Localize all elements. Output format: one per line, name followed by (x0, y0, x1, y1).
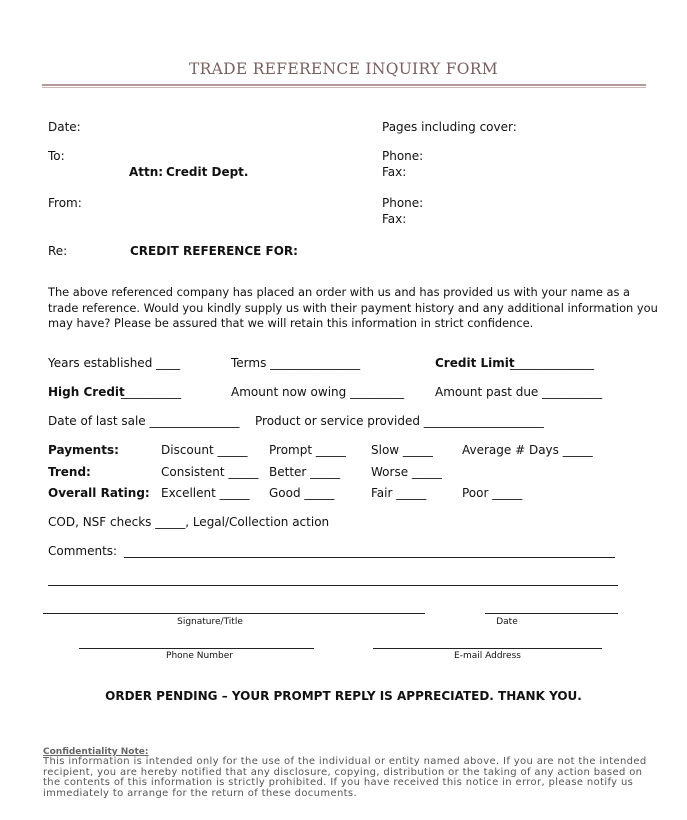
poor-field[interactable]: Poor _____ (462, 486, 523, 500)
comments-label: Comments: (48, 544, 118, 558)
to-phone-label: Phone: (382, 149, 424, 163)
confidentiality-body: This information is intended only for the use of the individual or entity named above. If you are not the intended recipient, you are hereby notified that any disclosure, copying, distribution or the taking of any action based on the contents of this information is strictly prohibited. If you have received this notice in error, please notify us immediately to arrange for the return of these documents. (43, 756, 647, 799)
years-established-field[interactable]: Years established ____ (48, 356, 181, 370)
to-label: To: (48, 149, 65, 163)
payments-label: Payments: (48, 443, 119, 457)
title-rule-thick (42, 84, 646, 86)
attn-value: Credit Dept. (166, 165, 249, 179)
comments-line-2[interactable] (48, 585, 618, 586)
prompt-field[interactable]: Prompt _____ (269, 443, 346, 457)
closing-statement: ORDER PENDING – YOUR PROMPT REPLY IS APPRECIATED. THANK YOU. (105, 689, 582, 703)
attn-label: Attn: (129, 165, 164, 179)
title-rule-thin (42, 87, 646, 88)
re-value: CREDIT REFERENCE FOR: (130, 244, 298, 258)
terms-field[interactable]: Terms _______________ (231, 356, 361, 370)
slow-field[interactable]: Slow _____ (371, 443, 433, 457)
overall-rating-label: Overall Rating: (48, 486, 150, 500)
email-address-line[interactable] (373, 648, 602, 649)
amount-now-owing-field[interactable]: Amount now owing _________ (231, 385, 405, 399)
worse-field[interactable]: Worse _____ (371, 465, 442, 479)
date-line[interactable] (485, 613, 618, 614)
trend-label: Trend: (48, 465, 91, 479)
date-of-last-sale-field[interactable]: Date of last sale _______________ (48, 414, 240, 428)
date-label: Date: (48, 120, 81, 134)
product-or-service-field[interactable]: Product or service provided ____________________ (255, 414, 544, 428)
confidentiality-title: Confidentiality Note: (43, 747, 149, 757)
amount-past-due-field[interactable]: Amount past due __________ (435, 385, 603, 399)
fair-field[interactable]: Fair _____ (371, 486, 427, 500)
signature-title-label: Signature/Title (177, 617, 243, 627)
high-credit-label: High Credit (48, 385, 125, 399)
to-fax-label: Fax: (382, 165, 407, 179)
re-label: Re: (48, 244, 68, 258)
phone-number-label: Phone Number (166, 651, 233, 661)
pages-label: Pages including cover: (382, 120, 517, 134)
better-field[interactable]: Better _____ (269, 465, 341, 479)
average-days-field[interactable]: Average # Days _____ (462, 443, 593, 457)
from-label: From: (48, 196, 82, 210)
cod-nsf-field[interactable]: COD, NSF checks _____, Legal/Collection action (48, 515, 330, 529)
discount-field[interactable]: Discount _____ (161, 443, 248, 457)
phone-number-line[interactable] (79, 648, 314, 649)
date-sig-label: Date (496, 617, 518, 627)
comments-line-1[interactable] (124, 557, 615, 558)
from-phone-label: Phone: (382, 196, 424, 210)
email-address-label: E-mail Address (454, 651, 521, 661)
signature-line[interactable] (43, 613, 425, 614)
excellent-field[interactable]: Excellent _____ (161, 486, 250, 500)
from-fax-label: Fax: (382, 212, 407, 226)
request-paragraph: The above referenced company has placed an order with us and has provided us with your name as a trade reference. Would you kindly supply us with their payment history and any additional information you may have? Please be assured that we will retain this information in strict confidence. (48, 285, 658, 330)
credit-limit-field[interactable]: ______________ (510, 356, 594, 370)
good-field[interactable]: Good _____ (269, 486, 335, 500)
form-title: TRADE REFERENCE INQUIRY FORM (189, 60, 498, 78)
consistent-field[interactable]: Consistent _____ (161, 465, 259, 479)
credit-limit-label: Credit Limit (435, 356, 515, 370)
high-credit-field[interactable]: __________ (121, 385, 181, 399)
